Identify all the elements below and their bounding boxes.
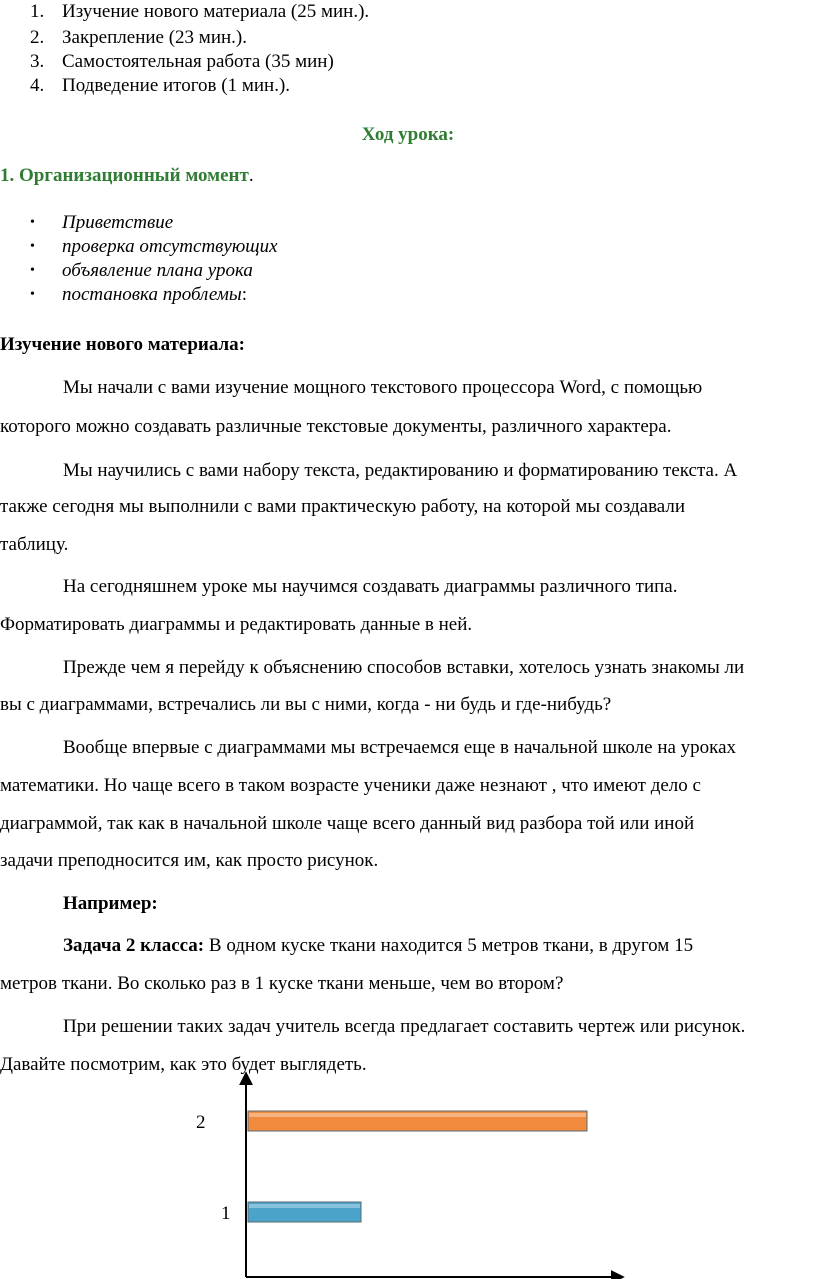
new-material-heading: Изучение нового материала: [0, 334, 246, 355]
paragraph-line: математики. Но чаще всего в таком возрасте ученики даже незнают , что имеют дело с [0, 775, 701, 796]
paragraph-line: Давайте посмотрим, как это будет выглядеть. [0, 1054, 367, 1075]
paragraph-line: Вообще впервые с диаграммами мы встречаемся еще в начальной школе на уроках [63, 737, 737, 758]
plan-item-text: Закрепление (23 мин.). [62, 27, 247, 48]
paragraph-line: Форматировать диаграммы и редактировать данные в ней. [0, 614, 473, 635]
bullet-text: постановка проблемы [62, 284, 242, 305]
plan-item-number: 1. [30, 1, 45, 22]
paragraph-line: вы с диаграммами, встречались ли вы с ними, когда - ни будь и где-нибудь? [0, 694, 612, 715]
paragraph-line: На сегодняшнем уроке мы научимся создавать диаграммы различного типа. [63, 576, 678, 597]
paragraph-line: также сегодня мы выполнили с вами практическую работу, на которой мы создавали [0, 496, 686, 517]
section1-title-dot: . [248, 165, 254, 186]
section1-title-text: 1. Организационный момент [0, 165, 249, 186]
bullet-text: проверка отсутствующих [62, 236, 278, 257]
bar-highlight-2 [249, 1113, 586, 1117]
paragraph-line: Мы научились с вами набору текста, редактированию и форматированию текста. А [63, 460, 738, 481]
bullet-dot: • [30, 239, 35, 254]
bullet-colon: : [241, 284, 248, 305]
task-label: Задача 2 класса: [63, 935, 205, 956]
bar-highlight-1 [249, 1204, 360, 1208]
plan-item-text: Самостоятельная работа (35 мин) [62, 51, 334, 72]
plan-item-text: Подведение итогов (1 мин.). [62, 75, 291, 96]
paragraph-line: метров ткани. Во сколько раз в 1 куске ткани меньше, чем во втором? [0, 973, 564, 994]
plan-item-text: Изучение нового материала (25 мин.). [62, 1, 370, 22]
paragraph-line: Прежде чем я перейду к объяснению способов вставки, хотелось узнать знакомы ли [63, 657, 745, 678]
paragraph-line: При решении таких задач учитель всегда предлагает составить чертеж или рисунок. [63, 1016, 746, 1037]
bullet-text: объявление плана урока [62, 260, 253, 281]
lesson-heading: Ход урока: [361, 124, 455, 145]
example-heading: Например: [63, 893, 158, 914]
category-label-2: 2 [196, 1112, 206, 1133]
plan-item-number: 2. [30, 27, 45, 48]
plan-item-number: 3. [30, 51, 45, 72]
paragraph-line: которого можно создавать различные текстовые документы, различного характера. [0, 416, 672, 437]
paragraph-line: задачи преподносится им, как просто рисунок. [0, 850, 379, 871]
paragraph-line: таблицу. [0, 534, 69, 555]
category-label-1: 1 [221, 1203, 231, 1224]
bullet-dot: • [30, 263, 35, 278]
task-text: В одном куске ткани находится 5 метров ткани, в другом 15 [204, 935, 694, 956]
bullet-dot: • [30, 215, 35, 230]
paragraph-line: Мы начали с вами изучение мощного текстового процессора Word, с помощью [63, 377, 703, 398]
paragraph-line: диаграммой, так как в начальной школе чаще всего данный вид разбора той или иной [0, 813, 695, 834]
bullet-text: Приветствие [62, 212, 174, 233]
plan-item-number: 4. [30, 75, 45, 96]
bullet-dot: • [30, 287, 35, 302]
